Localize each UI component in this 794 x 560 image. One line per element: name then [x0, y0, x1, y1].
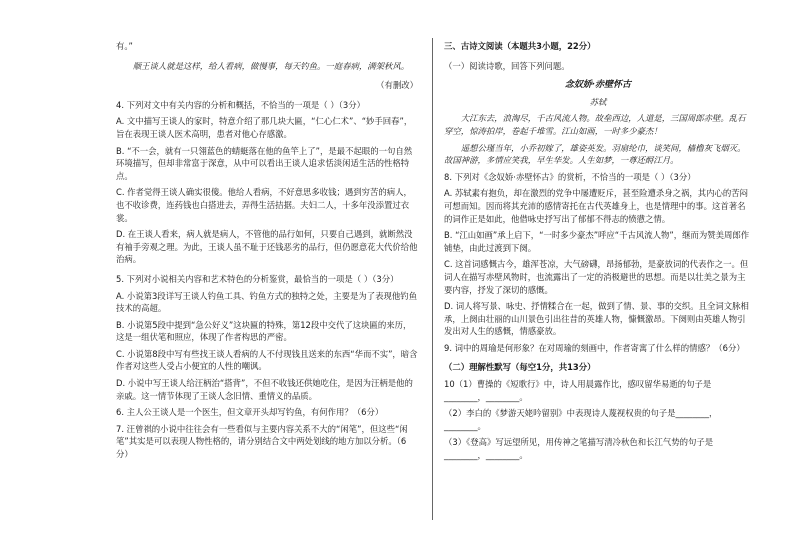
left-column: [116, 40, 418, 461]
section-heading: 三、古诗文阅读（本题共3小题，22分）: [444, 41, 596, 51]
q4-option-d: D. 在王谈人看来，病人就是病人，不管他的品行如何，只要自己遇到，就断然没有袖手旁观之理。为此，王谈人虽不耻于还钱恶劣的品行，但仍愿意花大代价给他治病。: [116, 229, 418, 265]
q5-option-b: B. 小说第5段中提到“急公好义”这块匾的特殊，第12段中交代了这块匾的来历，这是一组伏笔和照应，体现了作者构思的严密。: [116, 319, 412, 343]
poem-title: 念奴娇·赤壁怀古: [564, 80, 632, 91]
poem-stanza-1: 大江东去，浪淘尽，千古风流人物。故垒西边，人道是，三国周郎赤壁。乱石穿空，惊涛拍岸，卷起千堆雪。江山如画，一时多少豪杰！: [444, 113, 746, 136]
q5-option-a: A. 小说第3段详写王谈人钓鱼工具、钓鱼方式的独特之处，主要是为了表现他钓鱼技术的高超。: [116, 290, 417, 314]
poem-author: 苏轼: [589, 96, 607, 107]
q5-stem: 5. 下列对小说相关内容和艺术特色的分析鉴赏，最恰当的一项是（ ）（3分）: [116, 273, 399, 284]
q8-option-d: D. 词人将写景、咏史、抒情糅合在一起，做到了情、景、事的交织。且全词文脉相承，上阕由壮丽的山川景色引出往昔的英雄人物，慷慨激昂。下阕则由英雄人物引发出对人生的感慨，情感豪放。: [444, 301, 749, 337]
q5-option-c: C. 小说第8段中写有些找王谈人看病的人不付现钱且送来的东西“华而不实”，暗含作者对这些人受占小便宜的人性的嘲讽。: [116, 348, 418, 372]
q4-option-a: A. 文中描写王谈人的家时，特意介绍了那几块大匾，“仁心仁术”、“妙手回春”，旨在表现王谈人医术高明，患者对他心存感激。: [116, 116, 413, 139]
q8-option-a: A. 苏轼素有抱负，却在激烈的党争中屡遭贬斥，甚至险遭杀身之祸，其内心的苦闷可想而知。因而将其充沛的感情寄托在古代英雄身上，也是情理中的事。这首著名的词作正是如此，他借咏史抒写出了郁郁不得志的愤懑之情。: [444, 188, 749, 224]
q6-stem: 6. 主人公王谈人是一个医生，但文章开头却写钓鱼，有何作用？（6分）: [116, 407, 384, 418]
q9-stem: 9. 词中的周瑜是何形象？在对周瑜的刻画中，作者寄寓了什么样的情感？（6分）: [444, 342, 745, 353]
story-ending: 顺王谈人就是这样，给人看病，做慢事，每天钓鱼。一庭春病，满架秋风。: [132, 60, 410, 71]
right-column: [444, 40, 752, 462]
q8-option-c: C. 这首词感慨古今，雄浑苍凉，大气磅礴，昂扬郁勃，是豪放词的代表作之一。但词人在描写赤壁风物时，也流露出了一定的消极避世的思想。而是以壮美之景为主要内容，抒发了深切的感慨。: [444, 259, 749, 295]
q7-stem: 7. 汪曾祺的小说中往往会有一些看似与主要内容关系不大的“闲笔”，但这些“闲笔”其实是可以表现人物性格的，请分别结合文中两处划线的地方加以分析。（6分）: [116, 423, 408, 460]
q5-option-d: D. 小说中写王谈人给汪柄治“搭背”，不但不收钱还供她吃住，是因为汪柄是他的亲戚。这一情节体现了王谈人念旧情、重情义的品质。: [116, 378, 413, 401]
q10-part-3: （3）《登高》写远望所见，用传神之笔描写清冷秋色和长江气势的句子是________，________。: [444, 437, 714, 461]
subsection-heading-1: （一）阅读诗歌，回答下列问题。: [444, 60, 570, 71]
q4-stem: 4. 下列对文中有关内容的分析和概括，不恰当的一项是（ ）（3分）: [116, 99, 365, 110]
q4-option-b: B. “不一会，就有一只翎蓝色的蜻蜓落在他的鱼竿上了”，是最不起眼的一句自然环境描写，但却非常富于深意，从中可以看出王谈人追求恬淡闲适生活的性格特点。: [116, 145, 413, 181]
q10-part-1: 10（1）曹操的《短歌行》中，诗人用晨露作比，感叹留华易逝的句子是________，________。: [444, 379, 712, 402]
source-note: （有删改）: [376, 80, 418, 91]
column-divider: [432, 38, 433, 520]
q10-part-2: （2）李白的《梦游天姥吟留别》中表现诗人蔑视权贵的句子是________，________。: [444, 408, 718, 431]
subsection-heading-2: （二）理解性默写（每空1分，共13分）: [444, 362, 596, 373]
q8-stem: 8. 下列对《念奴娇·赤壁怀古》的赏析，不恰当的一项是（ ）（3分）: [444, 171, 696, 182]
poem-stanza-2: 遥想公瑾当年，小乔初嫁了，雄姿英发。羽扇纶巾，谈笑间，樯橹灰飞烟灭。故国神游，多情应笑我，早生华发。人生如梦，一尊还酹江月。: [444, 142, 746, 166]
story-top-line: 有。”: [116, 41, 133, 51]
q4-option-c: C. 作者觉得王谈人确实很傻。他给人看病，不好意思多收钱；遇到穷苦的病人，也不收诊费，连药钱也白搭进去，弄得生活拮据。夫妇二人，十多年没添置过衣裳。: [116, 187, 412, 223]
q8-option-b: B. “江山如画”承上启下，“一时多少豪杰”呼应“千古风流人物”，继而为赞美周郎作铺垫，由此过渡到下阕。: [444, 230, 750, 253]
